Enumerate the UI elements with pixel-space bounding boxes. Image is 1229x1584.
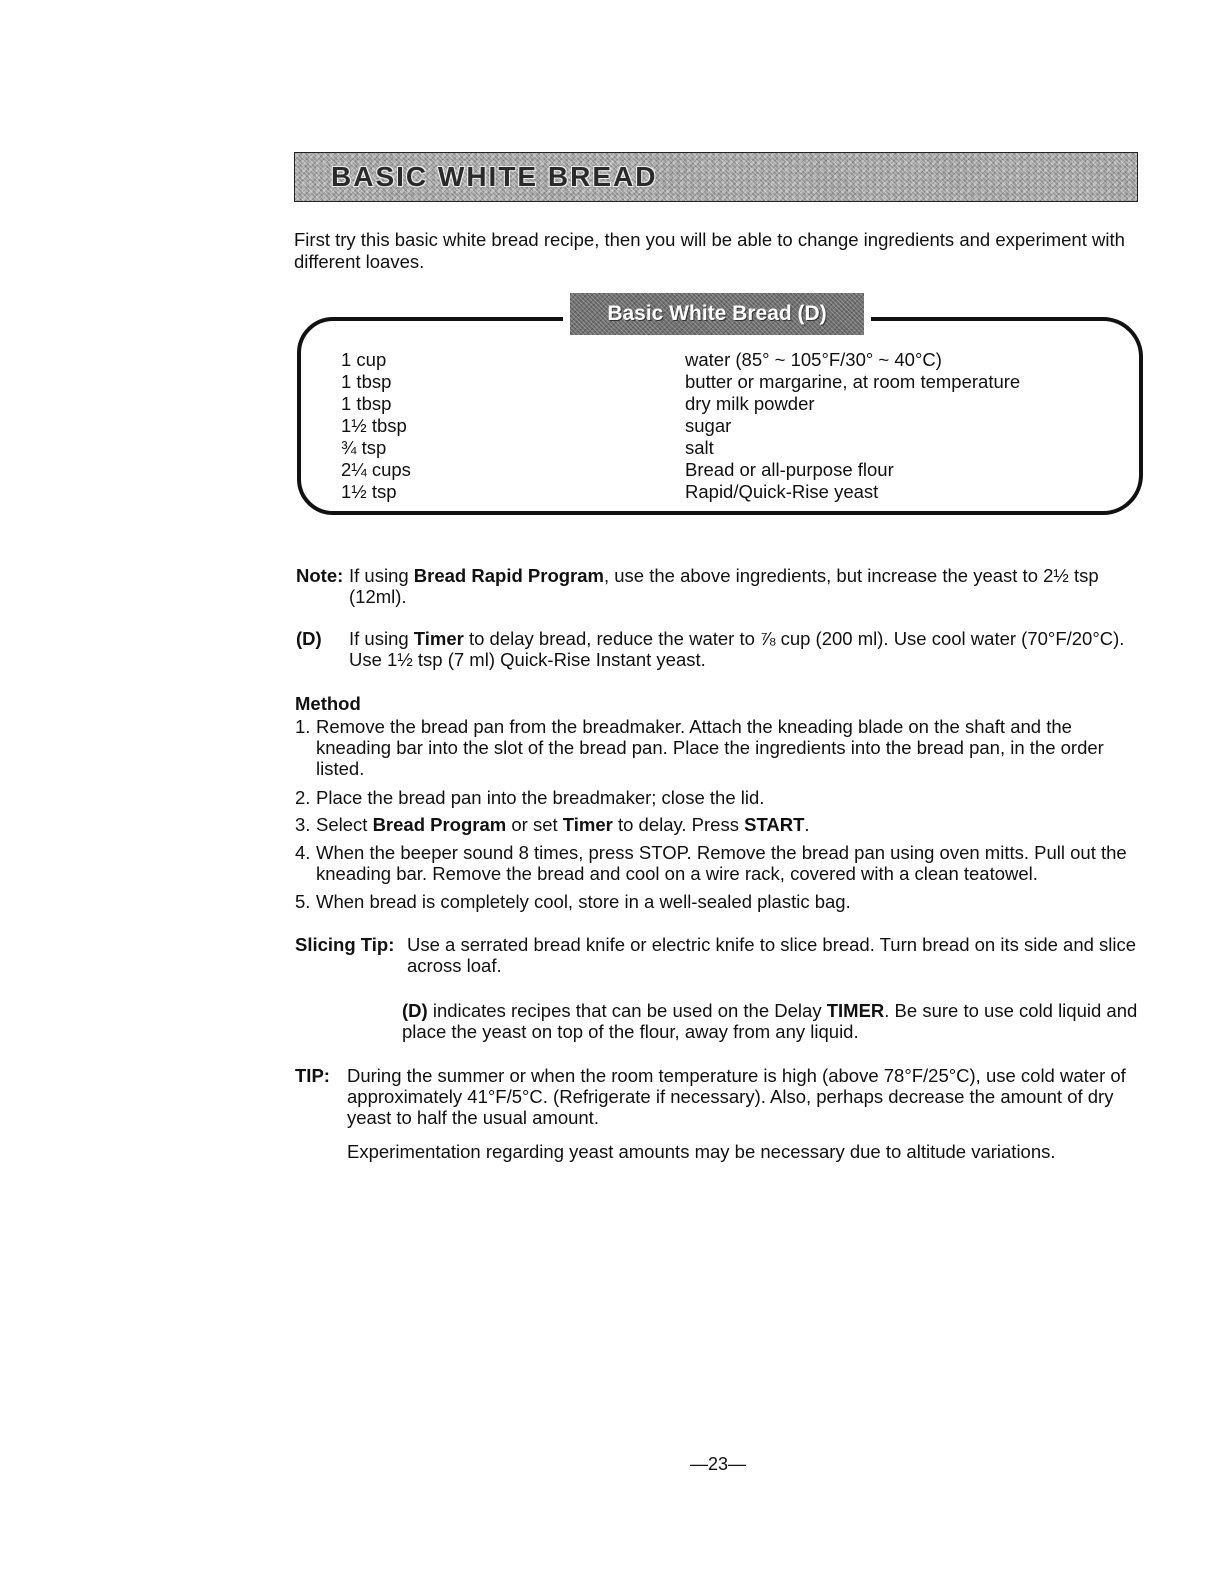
step-number: 1. bbox=[295, 716, 311, 737]
method-heading: Method bbox=[295, 693, 361, 714]
ingredient-qty: 1 tbsp bbox=[341, 393, 392, 414]
ingredient-qty: 1 tbsp bbox=[341, 371, 392, 392]
ingredient-item: sugar bbox=[685, 415, 732, 436]
note-label: Note: bbox=[296, 565, 344, 586]
delay-timer-info: (D) indicates recipes that can be used on the Delay TIMER. Be sure to use cold liquid and place the yeast on top of the flour, away from any liquid. bbox=[402, 1000, 1138, 1042]
ingredient-item: Rapid/Quick-Rise yeast bbox=[685, 481, 879, 502]
ingredient-qty: 1½ tbsp bbox=[341, 415, 407, 436]
ingredient-item: salt bbox=[685, 437, 714, 458]
tip-text-altitude: Experimentation regarding yeast amounts may be necessary due to altitude variations. bbox=[347, 1141, 1056, 1162]
step-number: 4. bbox=[295, 842, 311, 863]
step-number: 2. bbox=[295, 787, 311, 808]
ingredient-qty: ¾ tsp bbox=[341, 437, 387, 458]
intro-paragraph: First try this basic white bread recipe, then you will be able to change ingredients and experiment with different loaves. bbox=[294, 229, 1125, 272]
ingredient-qty: 2¼ cups bbox=[341, 459, 411, 480]
d-note-label: (D) bbox=[296, 628, 322, 649]
ingredient-item: Bread or all-purpose flour bbox=[685, 459, 894, 480]
section-title: BASIC WHITE BREAD bbox=[331, 161, 658, 192]
page-number: —23— bbox=[690, 1454, 747, 1474]
ingredient-qty: 1 cup bbox=[341, 349, 387, 370]
method-step-2: Place the bread pan into the breadmaker; close the lid. bbox=[316, 787, 765, 808]
tip-label: TIP: bbox=[295, 1065, 330, 1086]
method-step-4: When the beeper sound 8 times, press STOP. Remove the bread pan using oven mitts. Pull out the kneading bar. Remove the bread and cool on a wire rack, covered with a clean teatowel. bbox=[316, 842, 1127, 884]
recipe-label: Basic White Bread (D) bbox=[570, 293, 864, 335]
method-step-5: When bread is completely cool, store in a well-sealed plastic bag. bbox=[316, 891, 851, 912]
slicing-tip-label: Slicing Tip: bbox=[295, 934, 395, 955]
tip-text: During the summer or when the room temperature is high (above 78°F/25°C), use cold water of approximately 41°F/5°C. (Refrigerate if necessary). Also, perhaps decrease the amount of dry yeast to half the usual amount. bbox=[347, 1065, 1126, 1128]
ingredient-item: butter or margarine, at room temperature bbox=[685, 371, 1021, 392]
method-step-3: Select Bread Program or set Timer to delay. Press START. bbox=[316, 814, 810, 835]
step-number: 3. bbox=[295, 814, 311, 835]
section-title-banner bbox=[294, 152, 1138, 202]
ingredient-item: dry milk powder bbox=[685, 393, 815, 414]
ingredient-qty: 1½ tsp bbox=[341, 481, 397, 502]
note-text: If using Bread Rapid Program, use the above ingredients, but increase the yeast to 2½ tsp (12ml). bbox=[349, 565, 1099, 607]
slicing-tip-text: Use a serrated bread knife or electric knife to slice bread. Turn bread on its side and slice across loaf. bbox=[407, 934, 1137, 976]
method-step-1: Remove the bread pan from the breadmaker. Attach the kneading blade on the shaft and the kneading bar into the slot of the bread pan. Place the ingredients into the bread pan, in the order listed. bbox=[316, 716, 1104, 779]
step-number: 5. bbox=[295, 891, 311, 912]
recipe-label-banner bbox=[563, 290, 871, 338]
d-note-text: If using Timer to delay bread, reduce the water to ⅞ cup (200 ml). Use cool water (70°F/20°C). Use 1½ tsp (7 ml) Quick-Rise Instant yeast. bbox=[349, 628, 1125, 670]
ingredient-item: water (85° ~ 105°F/30° ~ 40°C) bbox=[685, 349, 942, 370]
